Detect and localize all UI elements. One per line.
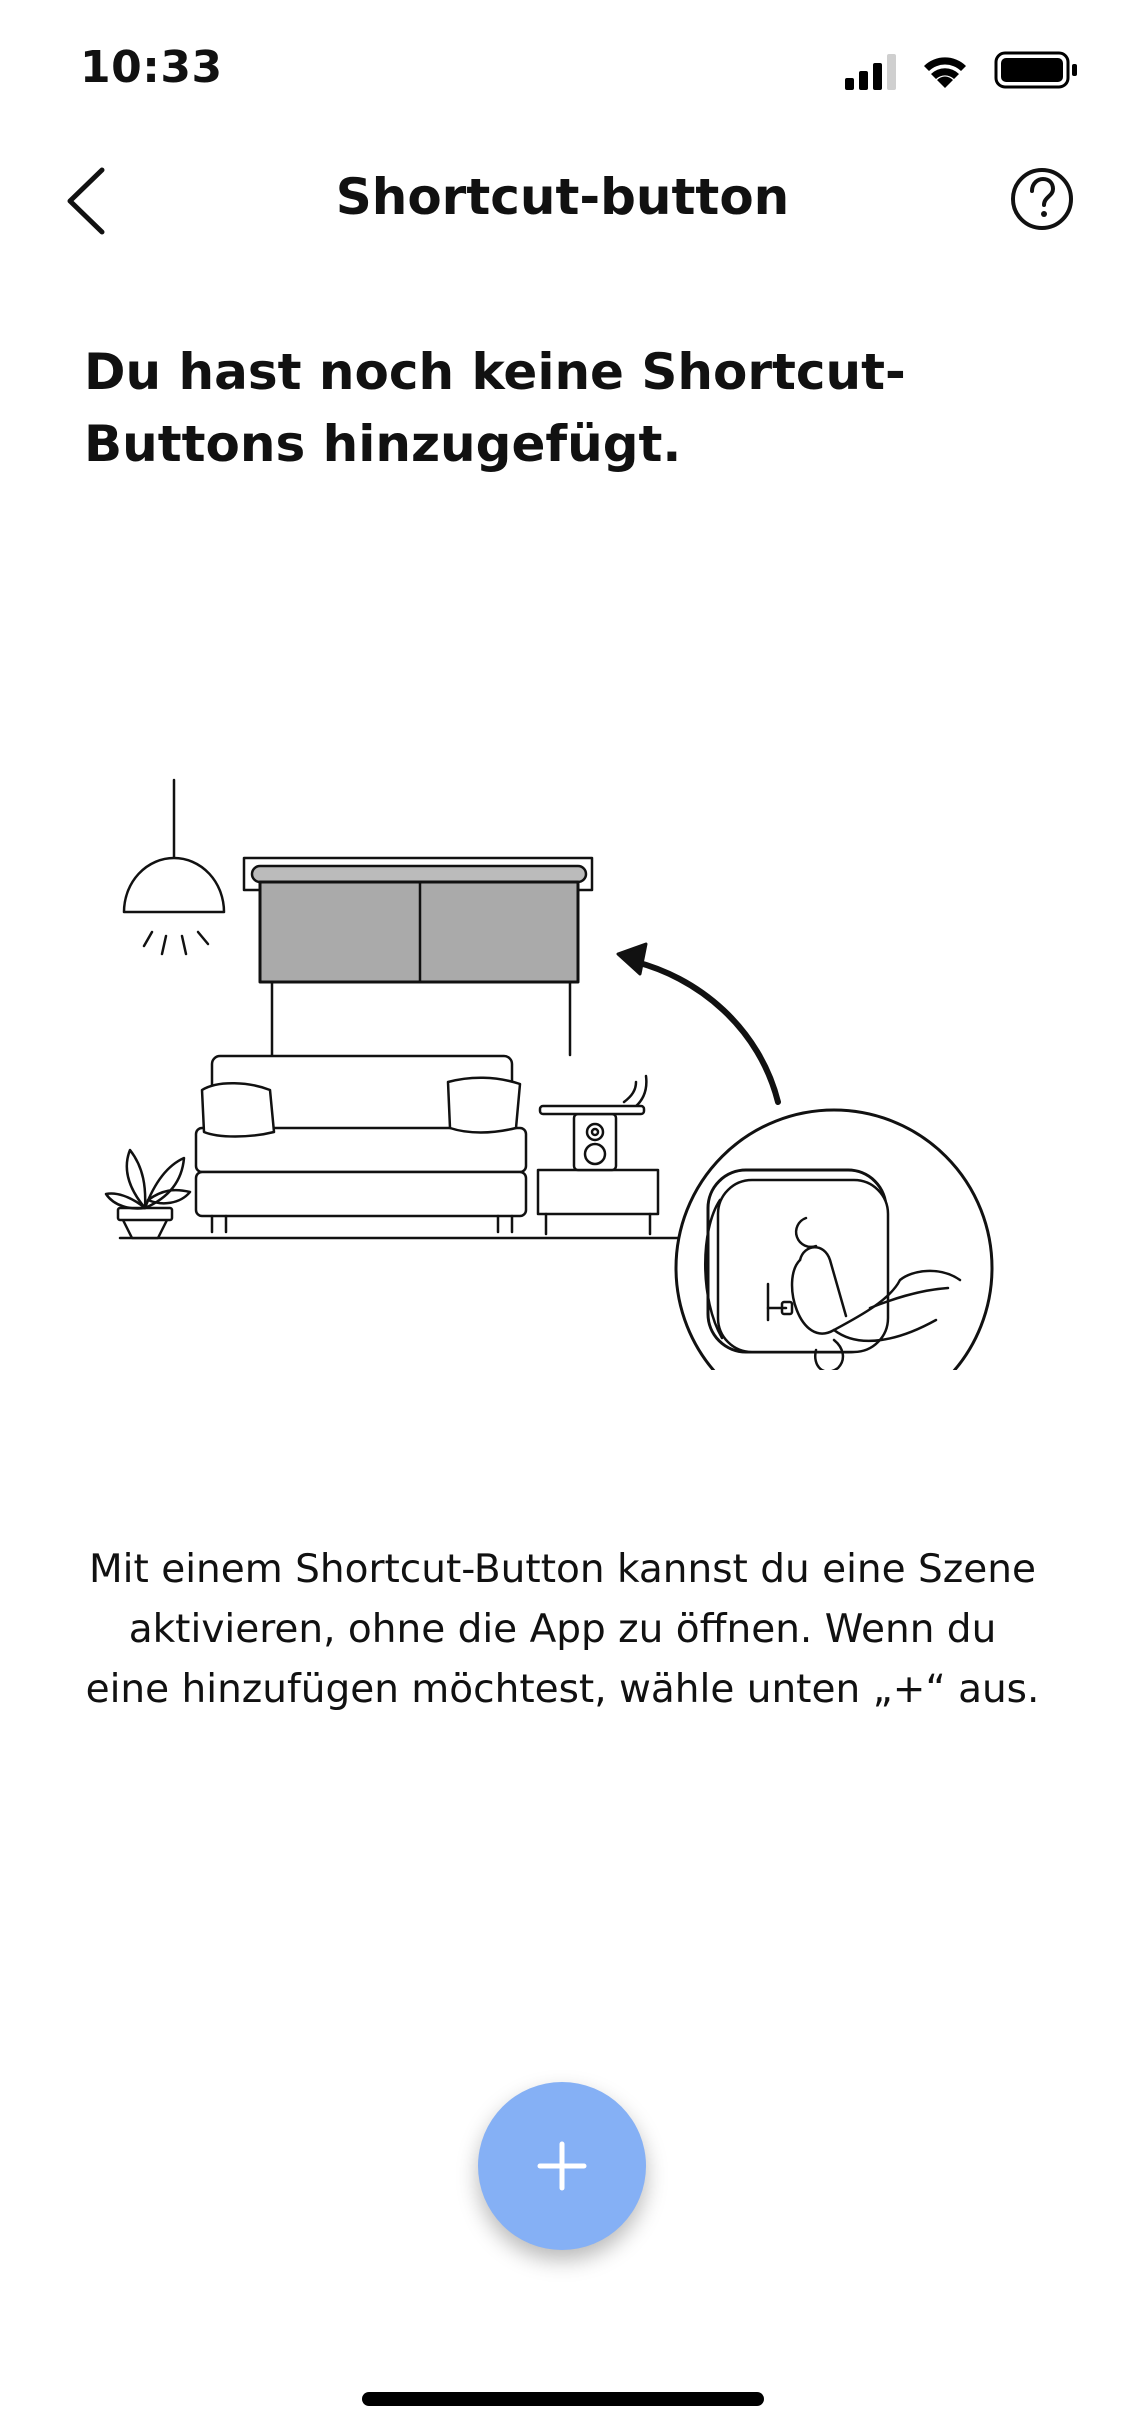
speaker-icon xyxy=(538,1076,658,1234)
sofa-icon xyxy=(196,1056,526,1232)
nav-bar xyxy=(0,140,1125,260)
plus-icon xyxy=(478,2082,646,2250)
cellular-signal-icon xyxy=(845,54,896,90)
page-title: Shortcut-button xyxy=(335,168,790,226)
status-icons xyxy=(845,50,1085,90)
help-button[interactable] xyxy=(1009,166,1075,232)
plant-icon xyxy=(106,1150,190,1238)
chevron-left-icon xyxy=(70,170,102,232)
back-button[interactable] xyxy=(50,156,130,246)
empty-state-headline: Du hast noch keine Shortcut-Buttons hinzugefügt. xyxy=(84,343,906,473)
question-circle-icon xyxy=(1013,170,1071,228)
empty-state-description: Mit einem Shortcut-Button kannst du eine Szene aktivieren, ohne die App zu öffnen. Wenn du eine hinzufügen möchtest, wähle unten „+“ aus. xyxy=(85,1547,1040,1712)
curved-arrow-icon xyxy=(618,944,778,1102)
wifi-icon xyxy=(924,57,966,88)
window-blind-icon xyxy=(244,858,592,1055)
home-indicator xyxy=(362,2392,764,2406)
add-shortcut-button[interactable] xyxy=(478,2082,646,2250)
status-bar xyxy=(0,0,1125,140)
status-time: 10:33 xyxy=(80,42,223,93)
pendant-lamp-icon xyxy=(124,780,224,954)
shortcut-button-icon xyxy=(676,1110,992,1370)
battery-icon xyxy=(996,53,1077,87)
living-room-shortcut-button-illustration xyxy=(100,760,1030,1370)
